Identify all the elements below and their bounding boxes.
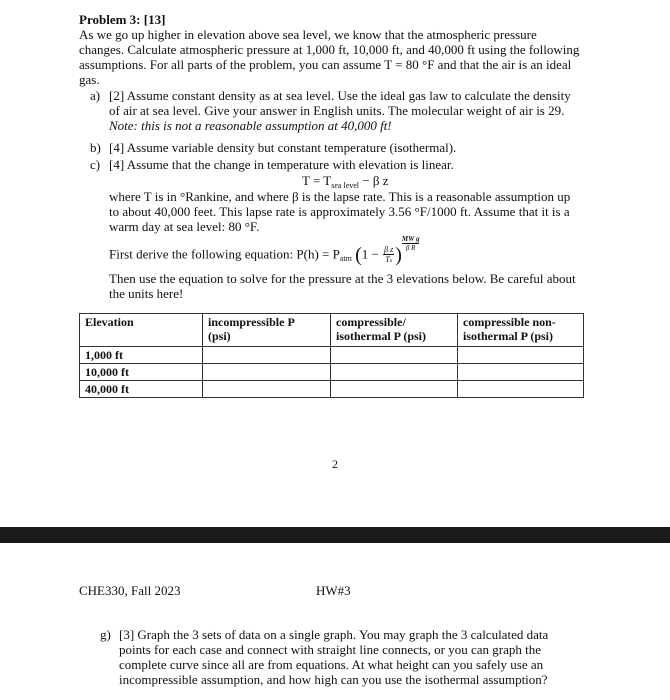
header-elevation: Elevation — [80, 314, 203, 347]
then-line-1: Then use the equation to solve for the pressure at the 3 elevations below. Be careful about — [109, 271, 576, 286]
pressure-table — [79, 313, 584, 398]
page-divider — [0, 527, 670, 543]
where-line-2: to about 40,000 feet. This lapse rate is approximately 3.56 °F/1000 ft. Assume that it is a — [109, 204, 570, 219]
cell-empty — [203, 364, 331, 381]
part-g-line-3: complete curve since all are from equations. At what height can you safely use an — [119, 657, 544, 672]
intro-line-4: gas. — [79, 72, 100, 87]
cell-empty — [458, 364, 584, 381]
cell-empty — [458, 347, 584, 364]
part-g-line-4: incompressible assumption, and how high can you use the isothermal assumption? — [119, 672, 548, 687]
part-a-line-2: of air at sea level. Give your answer in English units. The molecular weight of air is 29. — [109, 103, 565, 118]
header-incompressible-l2: (psi) — [208, 329, 231, 343]
open-paren: ( — [355, 244, 362, 266]
part-a-marker: a) — [90, 88, 101, 103]
fraction-numerator: β z — [384, 245, 394, 254]
part-b-text: [4] Assume variable density but constant temperature (isothermal). — [109, 140, 457, 155]
table-row — [80, 347, 584, 364]
page-number: 2 — [332, 457, 338, 471]
table-row — [80, 364, 584, 381]
derive-equation: First derive the following equation: $P(h) = P_{atm}$ (1 − $\frac{\text{β z}}{Ts}$ ) $\frac{\text{MW g}}{\text{β R}}$ — [109, 235, 420, 266]
part-b-marker: b) — [90, 140, 101, 155]
part-a-line-1: [2] Assume constant density as at sea level. Use the ideal gas law to calculate the density — [109, 88, 571, 103]
cell-empty — [458, 381, 584, 398]
fraction-denominator — [383, 255, 394, 266]
part-g-marker: g) — [100, 627, 111, 642]
part-g-line-2: points for each case and connect with straight line connects, or you can graph the — [119, 642, 541, 657]
table-row — [80, 381, 584, 398]
where-line-3: warm day at sea level: 80 °F. — [109, 219, 260, 234]
header-incompressible-l1: incompressible P — [208, 315, 295, 329]
equation-lhs: T = T — [302, 173, 332, 188]
close-paren: ) — [395, 244, 402, 266]
header-incompressible — [203, 314, 331, 347]
header-isothermal — [331, 314, 458, 347]
part-c-marker: c) — [90, 157, 101, 172]
intro-line-2: changes. Calculate atmospheric pressure at 1,000 ft, 10,000 ft, and 40,000 ft using the following — [79, 42, 580, 57]
header-isothermal-l2: isothermal P (psi) — [336, 329, 426, 343]
fraction-denominator-sub: s — [389, 258, 393, 264]
derive-exponent — [402, 235, 420, 252]
cell-empty — [331, 347, 458, 364]
table-header-row — [80, 314, 584, 347]
row-elevation: 40,000 ft — [80, 381, 203, 398]
footer-course: CHE330, Fall 2023 — [79, 583, 181, 598]
then-line-2: the units here! — [109, 286, 184, 301]
exponent-numerator: MW g — [401, 235, 420, 243]
part-g-line-1: [3] Graph the 3 sets of data on a single graph. You may graph the 3 calculated data — [119, 627, 549, 642]
row-elevation: 1,000 ft — [80, 347, 203, 364]
cell-empty — [331, 364, 458, 381]
part-a-note: Note: this is not a reasonable assumption at 40,000 ft! — [109, 118, 392, 133]
intro-line-1: As we go up higher in elevation above sea level, we know that the atmospheric pressure — [79, 27, 537, 42]
derive-sub: atm — [339, 254, 352, 264]
intro-line-3: assumptions. For all parts of the problem, you can assume T = 80 °F and that the air is an ideal — [79, 57, 572, 72]
part-c-text: [4] Assume that the change in temperature with elevation is linear. — [109, 157, 454, 172]
fraction-denominator-text: T — [385, 255, 390, 264]
header-non-isothermal-l2: isothermal P (psi) — [463, 329, 553, 343]
header-non-isothermal-l1: compressible non- — [463, 315, 556, 329]
cell-empty — [203, 347, 331, 364]
derive-fraction — [383, 245, 394, 266]
row-elevation: 10,000 ft — [80, 364, 203, 381]
derive-prefix: First derive the following equation: P(h) = P — [109, 246, 340, 262]
header-isothermal-l1: compressible/ — [336, 315, 406, 329]
header-non-isothermal — [458, 314, 584, 347]
lapse-equation — [302, 173, 388, 190]
footer-hw: HW#3 — [316, 583, 351, 598]
equation-sub: sea level — [331, 181, 360, 190]
exponent-denominator: β R — [405, 244, 416, 252]
where-line-1: where T is in °Rankine, and where β is the lapse rate. This is a reasonable assumption up — [109, 189, 571, 204]
equation-rhs: − β z — [359, 173, 389, 188]
cell-empty — [203, 381, 331, 398]
problem-title: Problem 3: [13] — [79, 12, 166, 27]
cell-empty — [331, 381, 458, 398]
